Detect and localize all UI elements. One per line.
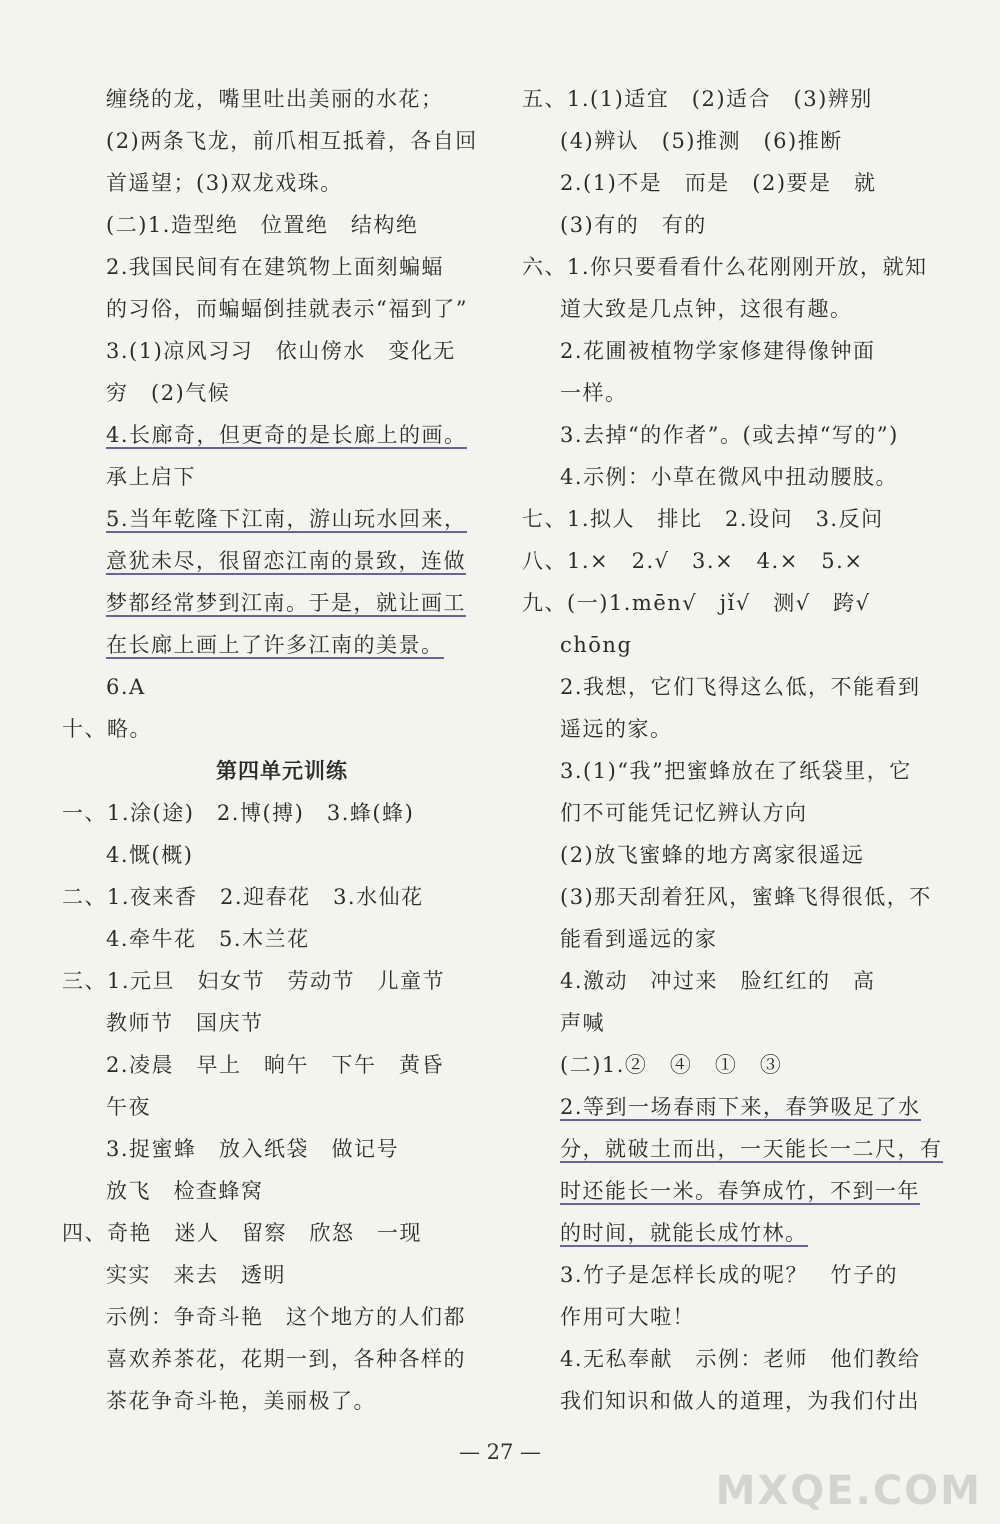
answer-line: [62, 540, 502, 582]
answer-line: [522, 1170, 952, 1212]
answer-line: [522, 1128, 952, 1170]
answer-text: 声喊: [560, 1011, 605, 1035]
answer-line: [62, 204, 502, 246]
answer-line: [62, 918, 502, 960]
answer-text: (2)两条飞龙，前爪相互抵着，各自回: [106, 129, 478, 153]
answer-line: [522, 78, 952, 120]
answer-text: 一、1.涂(途) 2.博(搏) 3.蜂(蜂): [62, 801, 415, 825]
answer-line: [522, 708, 952, 750]
answer-text: 放飞 检查蜂窝: [106, 1179, 264, 1203]
answer-line: [62, 162, 502, 204]
answer-text: 七、1.拟人 排比 2.设问 3.反问: [522, 507, 884, 531]
answer-text: 3.竹子是怎样长成的呢？ 竹子的: [560, 1263, 899, 1287]
answer-line: [62, 372, 502, 414]
answer-line: [62, 1254, 502, 1296]
answer-line: [62, 246, 502, 288]
page-number: — 27 —: [458, 1440, 542, 1464]
answer-text: 一样。: [560, 381, 628, 405]
answer-text: 道大致是几点钟，这很有趣。: [560, 297, 853, 321]
answer-line: [522, 288, 952, 330]
answer-text: 意犹未尽，很留恋江南的景致，连做: [106, 549, 466, 573]
answer-text: 喜欢养茶花，花期一到，各种各样的: [106, 1347, 466, 1371]
answer-line: [522, 876, 952, 918]
answer-text: 的习俗，而蝙蝠倒挂就表示“福到了”: [106, 297, 468, 321]
answer-line: [62, 624, 502, 666]
answer-text: 时还能长一米。春笋成竹，不到一年: [560, 1179, 920, 1203]
answer-line: [522, 624, 952, 666]
answer-text: 4.慨(概): [106, 843, 194, 867]
answer-line: [62, 1380, 502, 1422]
answer-text: 作用可大啦！: [560, 1305, 695, 1329]
answer-line: [62, 1212, 502, 1254]
answer-line: [62, 120, 502, 162]
answer-text: 3.(1)“我”把蜜蜂放在了纸袋里，它: [560, 759, 912, 783]
answer-text: 4.无私奉献 示例：老师 他们教给: [560, 1347, 921, 1371]
answer-line: [522, 960, 952, 1002]
answer-line: [522, 792, 952, 834]
answer-line: [522, 498, 952, 540]
answer-text: 5.当年乾隆下江南，游山玩水回来，: [106, 507, 467, 531]
answer-text: 首遥望；(3)双龙戏珠。: [106, 171, 343, 195]
answer-line: [62, 1086, 502, 1128]
answer-line: [522, 1002, 952, 1044]
answer-line: [62, 876, 502, 918]
left-column: [62, 78, 502, 1422]
answer-text: 穷 (2)气候: [106, 381, 231, 405]
answer-text: 我们知识和做人的道理，为我们付出: [560, 1389, 920, 1413]
answer-line: [62, 330, 502, 372]
answer-line: [522, 666, 952, 708]
answer-line: [522, 120, 952, 162]
answer-text: 2.我想，它们飞得这么低，不能看到: [560, 675, 921, 699]
answer-text: 二、1.夜来香 2.迎春花 3.水仙花: [62, 885, 424, 909]
answer-text: 三、1.元旦 妇女节 劳动节 儿童节: [62, 969, 446, 993]
answer-text: 4.激动 冲过来 脸红红的 高: [560, 969, 876, 993]
answer-text: 3.去掉“的作者”。(或去掉“写的”): [560, 423, 899, 447]
answer-line: [62, 1170, 502, 1212]
answer-text: 茶花争奇斗艳，美丽极了。: [106, 1389, 376, 1413]
answer-text: 6.A: [106, 675, 146, 699]
answer-line: [62, 1002, 502, 1044]
answer-text: 十、略。: [62, 717, 152, 741]
answer-line: [62, 582, 502, 624]
answer-text: 实实 来去 透明: [106, 1263, 286, 1287]
answer-line: [522, 1296, 952, 1338]
answer-line: [522, 540, 952, 582]
answer-line: [522, 330, 952, 372]
answer-text: 缠绕的龙，嘴里吐出美丽的水花；: [106, 87, 444, 111]
answer-text: 九、(一)1.mēn√ jǐ√ 测√ 跨√: [522, 591, 871, 615]
answer-text: (2)放飞蜜蜂的地方离家很遥远: [560, 843, 865, 867]
answer-line: [522, 1044, 952, 1086]
answer-line: [62, 1128, 502, 1170]
answer-line: [522, 1086, 952, 1128]
answer-line: [522, 918, 952, 960]
answer-text: 2.(1)不是 而是 (2)要是 就: [560, 171, 877, 195]
answer-line: [522, 1380, 952, 1422]
answer-text: 六、1.你只要看看什么花刚刚开放，就知: [522, 255, 928, 279]
answer-line: [522, 204, 952, 246]
answer-line: [522, 750, 952, 792]
answer-text: 2.花圃被植物学家修建得像钟面: [560, 339, 876, 363]
answer-text: 2.等到一场春雨下来，春笋吸足了水: [560, 1095, 921, 1119]
answer-text: 示例：争奇斗艳 这个地方的人们都: [106, 1305, 466, 1329]
answer-text: 四、奇艳 迷人 留察 欣怒 一现: [62, 1221, 422, 1245]
answer-line: [62, 1296, 502, 1338]
answer-text: 的时间，就能长成竹林。: [560, 1221, 808, 1245]
left-block-1: [62, 78, 502, 750]
answer-text: 4.示例：小草在微风中扭动腰肢。: [560, 465, 899, 489]
answer-line: [522, 162, 952, 204]
answer-text: 3.捉蜜蜂 放入纸袋 做记号: [106, 1137, 400, 1161]
answer-text: 4.牵牛花 5.木兰花: [106, 927, 310, 951]
answer-line: [522, 582, 952, 624]
answer-line: [522, 834, 952, 876]
answer-line: [522, 1254, 952, 1296]
answer-text: (3)那天刮着狂风，蜜蜂飞得很低，不: [560, 885, 932, 909]
answer-text: 教师节 国庆节: [106, 1011, 264, 1035]
answer-text: 们不可能凭记忆辨认方向: [560, 801, 808, 825]
answer-line: [62, 792, 502, 834]
answer-text: 能看到遥远的家: [560, 927, 718, 951]
answer-text: (二)1.造型绝 位置绝 结构绝: [106, 213, 419, 237]
answer-line: [522, 1338, 952, 1380]
answer-line: [62, 960, 502, 1002]
answer-text: 承上启下: [106, 465, 196, 489]
answer-line: [62, 498, 502, 540]
answer-line: [522, 372, 952, 414]
right-column: [522, 78, 952, 1422]
answer-text: 3.(1)凉风习习 依山傍水 变化无: [106, 339, 456, 363]
answer-line: [62, 1044, 502, 1086]
left-block-2: [62, 792, 502, 1422]
answer-line: [522, 414, 952, 456]
answer-text: 分，就破土而出，一天能长一二尺，有: [560, 1137, 943, 1161]
answer-text: 五、1.(1)适宜 (2)适合 (3)辨别: [522, 87, 873, 111]
answer-line: [62, 78, 502, 120]
answer-text: 4.长廊奇，但更奇的是长廊上的画。: [106, 423, 467, 447]
answer-line: [522, 456, 952, 498]
answer-text: (二)1.② ④ ① ③: [560, 1053, 783, 1077]
answer-line: [62, 288, 502, 330]
answer-line: [62, 1338, 502, 1380]
answer-line: [522, 1212, 952, 1254]
answer-text: 午夜: [106, 1095, 151, 1119]
answer-line: [62, 456, 502, 498]
answer-text: 遥远的家。: [560, 717, 673, 741]
watermark-logo: MXQE.COM: [715, 1468, 982, 1514]
answer-text: (3)有的 有的: [560, 213, 707, 237]
answer-text: chōng: [560, 633, 633, 657]
answer-line: [62, 834, 502, 876]
answer-line: [62, 708, 502, 750]
answer-text: 2.我国民间有在建筑物上面刻蝙蝠: [106, 255, 445, 279]
answer-text: 在长廊上画上了许多江南的美景。: [106, 633, 444, 657]
answer-line: [62, 666, 502, 708]
answer-line: [62, 414, 502, 456]
answer-text: 八、1.× 2.√ 3.× 4.× 5.×: [522, 549, 864, 573]
answer-line: [522, 246, 952, 288]
answer-text: 2.凌晨 早上 晌午 下午 黄昏: [106, 1053, 445, 1077]
answer-text: (4)辨认 (5)推测 (6)推断: [560, 129, 843, 153]
section-title: 第四单元训练: [216, 758, 348, 783]
right-block: [522, 78, 952, 1422]
answer-text: 梦都经常梦到江南。于是，就让画工: [106, 591, 466, 615]
